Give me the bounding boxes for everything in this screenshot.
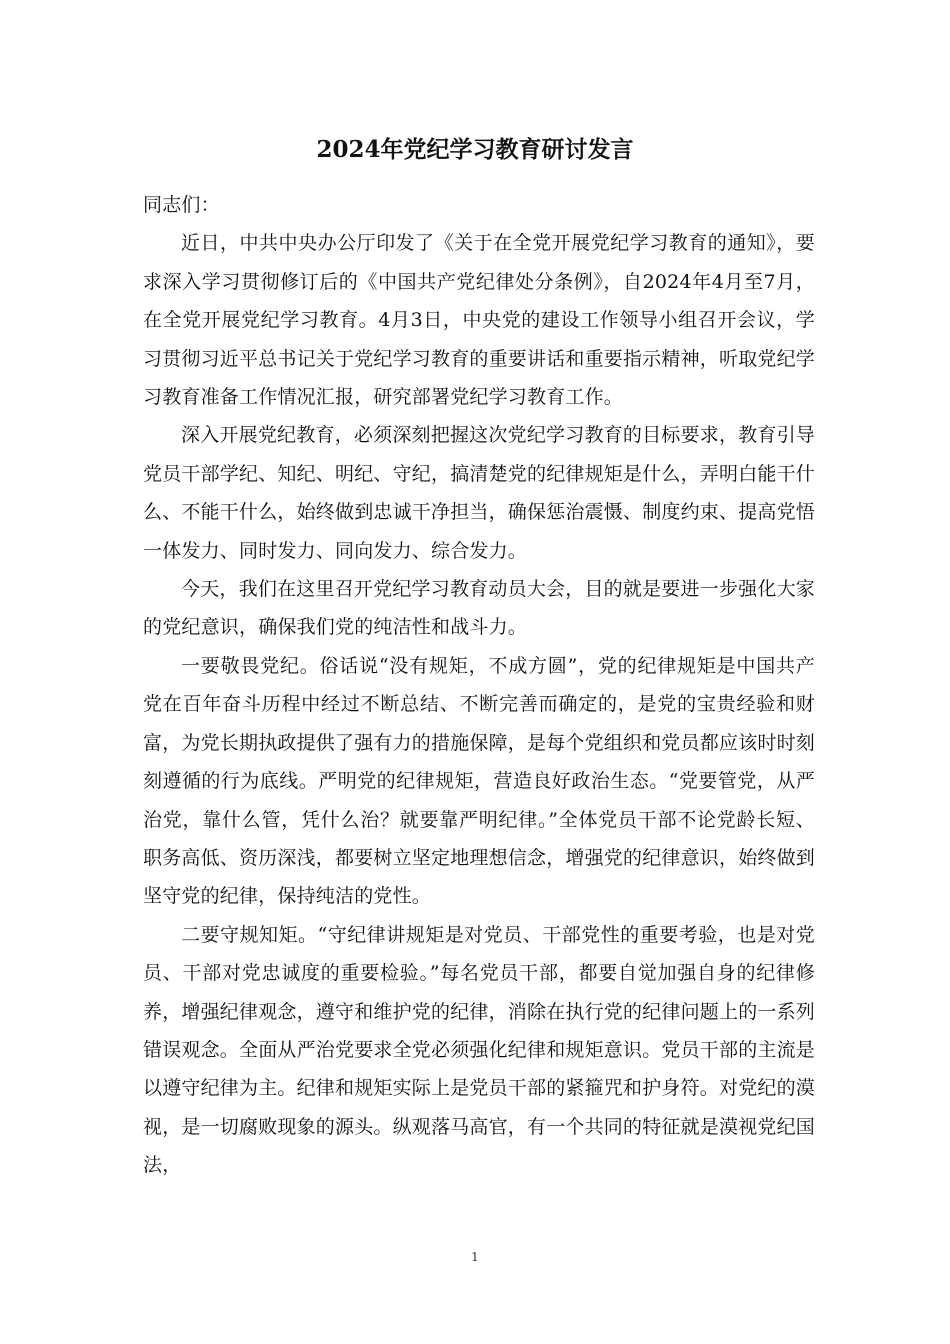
paragraph-2: 深入开展党纪教育，必须深刻把握这次党纪学习教育的目标要求，教育引导党员干部学纪、知纪、明纪、守纪，搞清楚党的纪律规矩是什么，弄明白能干什么、不能干什么，始终做到忠诚干净担当，确保惩治震慑、制度约束、提高党悟一体发力、同时发力、同向发力、综合发力。	[143, 424, 816, 562]
paragraph-1: 近日，中共中央办公厅印发了《关于在全党开展党纪学习教育的通知》，要求深入学习贯彻修订后的《中国共产党纪律处分条例》，自2024年4月至7月，在全党开展党纪学习教育。4月3日，中央党的建设工作领导小组召开会议，学习贯彻习近平总书记关于党纪学习教育的重要讲话和重要指示精神，听取党纪学习教育准备工作情况汇报，研究部署党纪学习教育工作。	[143, 232, 816, 409]
paragraph-4: 一要敬畏党纪。俗话说“没有规矩，不成方圆”，党的纪律规矩是中国共产党在百年奋斗历程中经过不断总结、不断完善而确定的，是党的宝贵经验和财富，为党长期执政提供了强有力的措施保障，是每个党组织和党员都应该时时刻刻遵循的行为底线。严明党的纪律规矩，营造良好政治生态。“党要管党，从严治党，靠什么管，凭什么治？就要靠严明纪律。”全体党员干部不论党龄长短、职务高低、资历深浅，都要树立坚定地理想信念，增强党的纪律意识，始终做到坚守党的纪律，保持纯洁的党性。	[143, 654, 816, 908]
salutation: 同志们：	[143, 194, 220, 216]
paragraph-5: 二要守规知矩。“守纪律讲规矩是对党员、干部党性的重要考验，也是对党员、干部对党忠诚度的重要检验。”每名党员干部，都要自觉加强自身的纪律修养，增强纪律观念，遵守和维护党的纪律，消除在执行党的纪律问题上的一系列错误观念。全面从严治党要求全党必须强化纪律和规矩意识。党员干部的主流是以遵守纪律为主。纪律和规矩实际上是党员干部的紧箍咒和护身符。对党纪的漠视，是一切腐败现象的源头。纵观落马高官，有一个共同的特征就是漠视党纪国法，	[143, 923, 816, 1177]
document-body	[143, 186, 815, 1185]
paragraph-3: 今天，我们在这里召开党纪学习教育动员大会，目的就是要进一步强化大家的党纪意识，确保我们党的纯洁性和战斗力。	[143, 578, 815, 639]
page-number: 1	[471, 1250, 479, 1264]
document-title: 2024年党纪学习教育研讨发言	[316, 136, 634, 163]
